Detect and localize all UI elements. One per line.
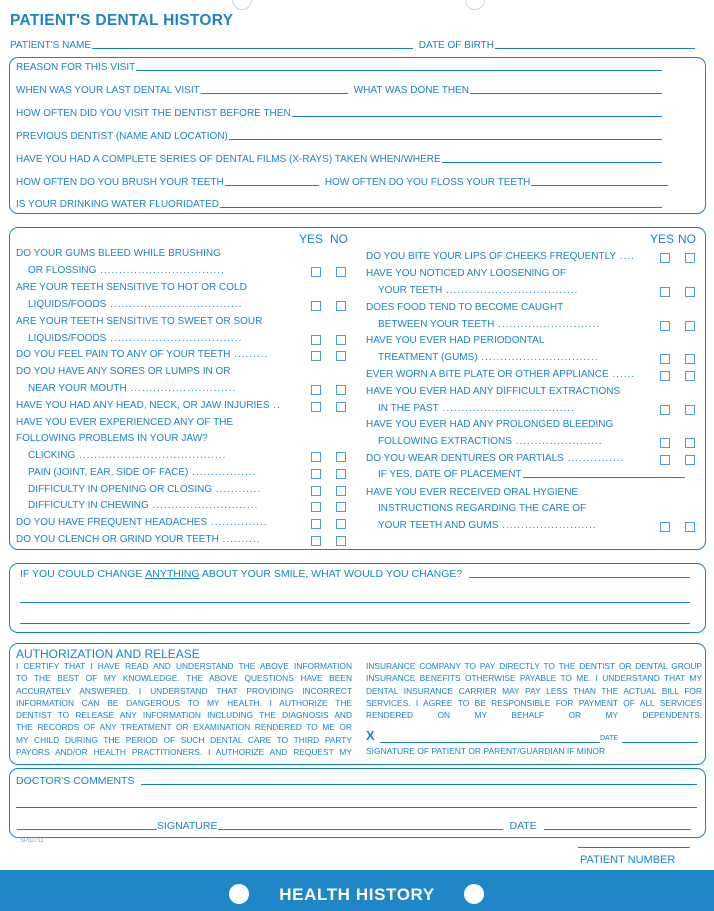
patient-info-row — [10, 40, 695, 51]
question-text: LIQUIDS/FOODS ................................... — [28, 299, 243, 310]
question-text: DO YOU HAVE ANY SORES OR LUMPS IN OR — [16, 366, 231, 377]
visit-frequency-field[interactable] — [292, 116, 662, 117]
yes-checkbox[interactable] — [660, 438, 670, 448]
dob-label: DATE OF BIRTH — [418, 40, 494, 51]
yes-checkbox[interactable] — [311, 385, 321, 395]
doctor-signature-label: SIGNATURE — [157, 820, 218, 832]
left-yes-header: YES — [299, 232, 324, 246]
no-checkbox[interactable] — [336, 452, 346, 462]
yes-checkbox[interactable] — [311, 502, 321, 512]
yes-checkbox[interactable] — [660, 321, 670, 331]
yes-checkbox[interactable] — [311, 519, 321, 529]
question-text: TREATMENT (GUMS) ............................... — [378, 352, 599, 363]
signature-caption: SIGNATURE OF PATIENT OR PARENT/GUARDIAN IF MINOR — [366, 746, 606, 756]
footer-title: HEALTH HISTORY — [279, 885, 435, 904]
yes-checkbox[interactable] — [311, 452, 321, 462]
question-text: ARE YOUR TEETH SENSITIVE TO SWEET OR SOUR — [16, 316, 263, 327]
last-visit-label: WHEN WAS YOUR LAST DENTAL VISIT — [16, 85, 200, 96]
patient-name-field[interactable] — [92, 48, 413, 49]
no-checkbox[interactable] — [336, 335, 346, 345]
last-visit-row — [16, 85, 662, 96]
question-text: DO YOU FEEL PAIN TO ANY OF YOUR TEETH ......... — [16, 349, 269, 360]
what-done-field[interactable] — [470, 93, 662, 94]
auth-date-field[interactable] — [622, 742, 698, 743]
authorization-text-right: INSURANCE COMPANY TO PAY DIRECTLY TO THE DENTIST OR DENTAL GROUP INSURANCE BENEFITS OTHERWISE PAYABLE TO ME. I UNDERSTAND THAT MY DENTAL INSURANCE CARRIER MAY PAY LESS THAN THE ACTUAL BILL FOR SERVICES. I AGREE TO BE RESPONSIBLE FOR PAYMENT OF ALL SERVICES RENDERED ON MY BEHALF OR MY DEPENDENTS. — [366, 661, 702, 721]
smile-question-emphasis: ANYTHING — [145, 568, 200, 580]
yes-checkbox[interactable] — [311, 469, 321, 479]
punch-hole-right — [465, 0, 485, 10]
no-checkbox[interactable] — [685, 253, 695, 263]
patient-number-field[interactable] — [578, 847, 690, 848]
smile-answer-line[interactable] — [20, 602, 690, 603]
yes-checkbox[interactable] — [660, 354, 670, 364]
question-text: DOES FOOD TEND TO BECOME CAUGHT — [366, 302, 564, 313]
question-text: DO YOU HAVE FREQUENT HEADACHES ............... — [16, 517, 268, 528]
no-checkbox[interactable] — [685, 354, 695, 364]
no-checkbox[interactable] — [336, 301, 346, 311]
no-checkbox[interactable] — [336, 519, 346, 529]
yes-checkbox[interactable] — [311, 267, 321, 277]
signature-x-mark: X — [366, 728, 375, 743]
question-text: DO YOU BITE YOUR LIPS OF CHEEKS FREQUENTLY .... — [366, 251, 635, 262]
no-checkbox[interactable] — [336, 486, 346, 496]
no-checkbox[interactable] — [685, 522, 695, 532]
question-text: FOLLOWING EXTRACTIONS ....................... — [378, 436, 603, 447]
left-no-header: NO — [330, 232, 348, 246]
question-text: PAIN (JOINT, EAR, SIDE OF FACE) ................. — [28, 467, 257, 478]
question-text: HAVE YOU EVER HAD PERIODONTAL — [366, 335, 545, 346]
question-text: FOLLOWING PROBLEMS IN YOUR JAW? — [16, 433, 208, 444]
doctor-signature-lead-line — [17, 829, 157, 830]
yes-checkbox[interactable] — [311, 351, 321, 361]
water-row — [16, 199, 662, 210]
smile-answer-field[interactable] — [469, 577, 690, 578]
no-checkbox[interactable] — [336, 351, 346, 361]
question-text: INSTRUCTIONS REGARDING THE CARE OF — [378, 503, 587, 514]
yes-checkbox[interactable] — [311, 402, 321, 412]
question-text: NEAR YOUR MOUTH ............................ — [28, 383, 237, 394]
yes-checkbox[interactable] — [311, 335, 321, 345]
yes-checkbox[interactable] — [311, 486, 321, 496]
frequency-row — [16, 108, 662, 119]
punch-hole-left — [232, 0, 252, 10]
placement-date-field[interactable] — [523, 477, 685, 478]
yes-checkbox[interactable] — [311, 301, 321, 311]
reason-field[interactable] — [136, 70, 662, 71]
patient-signature-field[interactable] — [380, 742, 600, 743]
no-checkbox[interactable] — [685, 405, 695, 415]
smile-answer-line[interactable] — [20, 623, 690, 624]
floss-field[interactable] — [531, 185, 668, 186]
right-no-header: NO — [678, 232, 696, 246]
no-checkbox[interactable] — [336, 536, 346, 546]
question-text: DIFFICULTY IN OPENING OR CLOSING ............ — [28, 484, 262, 495]
no-checkbox[interactable] — [336, 385, 346, 395]
previous-dentist-field[interactable] — [229, 139, 662, 140]
question-text: HAVE YOU NOTICED ANY LOOSENING OF — [366, 268, 567, 279]
doctor-comments-row — [16, 775, 697, 787]
smile-question-prefix: IF YOU COULD CHANGE — [20, 568, 146, 580]
reason-label: REASON FOR THIS VISIT — [16, 62, 136, 73]
question-text: LIQUIDS/FOODS ................................... — [28, 333, 243, 344]
no-checkbox[interactable] — [336, 502, 346, 512]
floss-label: HOW OFTEN DO YOU FLOSS YOUR TEETH — [324, 177, 531, 188]
what-done-label: WHAT WAS DONE THEN — [353, 85, 469, 96]
water-label: IS YOUR DRINKING WATER FLUORIDATED — [16, 199, 219, 210]
dob-field[interactable] — [495, 48, 695, 49]
yes-checkbox[interactable] — [660, 455, 670, 465]
patient-number-label: PATIENT NUMBER — [580, 854, 676, 866]
yes-checkbox[interactable] — [311, 536, 321, 546]
films-row — [16, 154, 662, 165]
question-text: IN THE PAST ................................... — [378, 403, 575, 414]
doctor-comments-label: DOCTOR'S COMMENTS — [16, 775, 135, 787]
no-checkbox[interactable] — [336, 402, 346, 412]
doctor-date-label: DATE — [509, 820, 537, 832]
films-field[interactable] — [442, 162, 662, 163]
question-text: HAVE YOU EVER RECEIVED ORAL HYGIENE — [366, 487, 579, 498]
brush-label: HOW OFTEN DO YOU BRUSH YOUR TEETH — [16, 177, 224, 188]
question-text: DO YOU CLENCH OR GRIND YOUR TEETH .......... — [16, 534, 261, 545]
yes-checkbox[interactable] — [660, 371, 670, 381]
smile-question-row — [20, 568, 690, 580]
doctor-date-field[interactable] — [544, 829, 691, 830]
question-text: HAVE YOU EVER HAD ANY PROLONGED BLEEDING — [366, 419, 614, 430]
question-text: DIFFICULTY IN CHEWING ............................ — [28, 500, 259, 511]
brush-floss-row — [16, 177, 668, 188]
placement-row — [378, 469, 685, 480]
question-text: ARE YOUR TEETH SENSITIVE TO HOT OR COLD — [16, 282, 247, 293]
question-text: YOUR TEETH ................................... — [378, 285, 579, 296]
doctor-signature-row — [16, 820, 691, 832]
question-text: BETWEEN YOUR TEETH ........................... — [378, 319, 601, 330]
doctor-comments-line[interactable] — [16, 807, 697, 808]
no-checkbox[interactable] — [685, 287, 695, 297]
yes-checkbox[interactable] — [660, 522, 670, 532]
authorization-title: AUTHORIZATION AND RELEASE — [16, 647, 200, 661]
no-checkbox[interactable] — [336, 267, 346, 277]
right-yes-header: YES — [650, 232, 675, 246]
no-checkbox[interactable] — [685, 371, 695, 381]
yes-checkbox[interactable] — [660, 253, 670, 263]
form-code: SPID711 — [20, 838, 44, 844]
question-text: CLICKING ....................................... — [28, 450, 227, 461]
smile-question-suffix: ABOUT YOUR SMILE, WHAT WOULD YOU CHANGE? — [199, 568, 463, 580]
yes-checkbox[interactable] — [660, 405, 670, 415]
reason-row — [16, 62, 662, 73]
doctor-comments-field[interactable] — [141, 784, 697, 785]
auth-date-label: DATE — [600, 735, 619, 742]
no-checkbox[interactable] — [685, 321, 695, 331]
question-text: OR FLOSSING ................................. — [28, 265, 225, 276]
no-checkbox[interactable] — [685, 455, 695, 465]
question-text: HAVE YOU HAD ANY HEAD, NECK, OR JAW INJURIES .. — [16, 400, 281, 411]
previous-dentist-row — [16, 131, 662, 142]
question-text: HAVE YOU EVER EXPERIENCED ANY OF THE — [16, 417, 234, 428]
doctor-signature-field[interactable] — [218, 829, 503, 830]
last-visit-field[interactable] — [201, 93, 348, 94]
films-label: HAVE YOU HAD A COMPLETE SERIES OF DENTAL FILMS (X-RAYS) TAKEN WHEN/WHERE — [16, 154, 441, 165]
no-checkbox[interactable] — [685, 438, 695, 448]
no-checkbox[interactable] — [336, 469, 346, 479]
water-field[interactable] — [220, 207, 662, 208]
patient-name-label: PATIENT'S NAME — [10, 40, 91, 51]
yes-checkbox[interactable] — [660, 287, 670, 297]
brush-field[interactable] — [225, 185, 319, 186]
question-text: HAVE YOU EVER HAD ANY DIFFICULT EXTRACTIONS — [366, 386, 621, 397]
previous-dentist-label: PREVIOUS DENTIST (NAME AND LOCATION) — [16, 131, 228, 142]
question-text: YOUR TEETH AND GUMS ......................... — [378, 520, 597, 531]
question-text: EVER WORN A BITE PLATE OR OTHER APPLIANCE ...... — [366, 369, 636, 380]
authorization-text-left: I CERTIFY THAT I HAVE READ AND UNDERSTAND THE ABOVE INFORMATION TO THE BEST OF MY KNOWLEDGE. THE ABOVE QUESTIONS HAVE BEEN ACCURATELY ANSWERED. I UNDERSTAND THAT PROVIDING INCORRECT INFORMATION CAN BE DANGEROUS TO MY HEALTH. I AUTHORIZE THE DENTIST TO RELEASE ANY INFORMATION INCLUDING THE DIAGNOSIS AND THE RECORDS OF ANY TREATMENT OR EXAMINATION RENDERED TO ME OR MY CHILD DURING THE PERIOD OF SUCH DENTAL CARE TO THIRD PARTY PAYORS AND/OR HEALTH PRACTITIONERS. I AUTHORIZE AND REQUEST MY — [16, 661, 352, 758]
question-text: DO YOU WEAR DENTURES OR PARTIALS ............... — [366, 453, 625, 464]
question-text: DO YOUR GUMS BLEED WHILE BRUSHING — [16, 248, 221, 259]
visit-frequency-label: HOW OFTEN DID YOU VISIT THE DENTIST BEFORE THEN — [16, 108, 291, 119]
placement-label: IF YES, DATE OF PLACEMENT — [378, 469, 522, 480]
page-title: PATIENT'S DENTAL HISTORY — [10, 12, 234, 29]
